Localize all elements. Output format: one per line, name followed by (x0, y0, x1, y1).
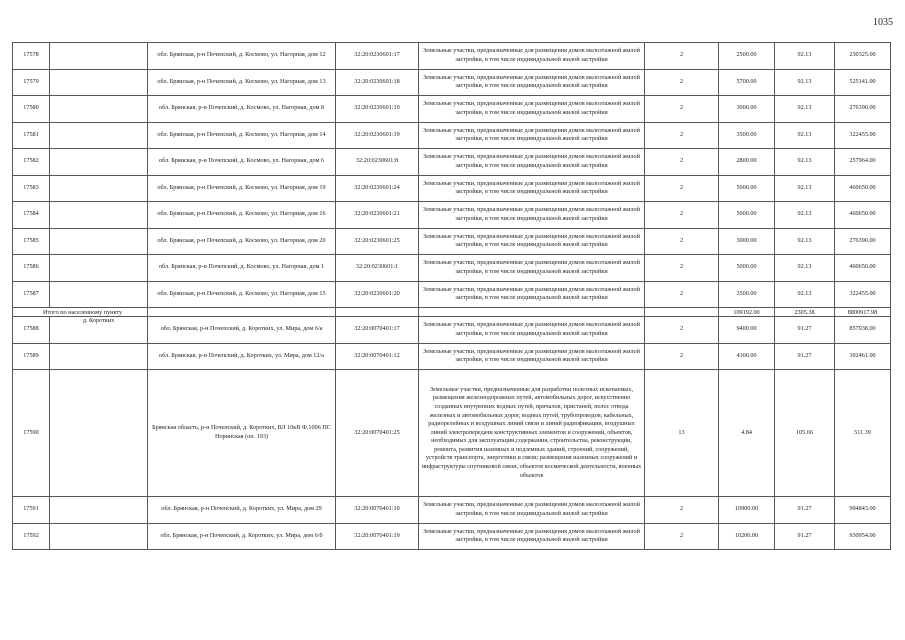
area-cell: 10200.00 (719, 523, 775, 550)
cadastral-number: 32:20:0230601:8 (336, 149, 419, 176)
address-cell: обл. Брянская, р-н Почепский, д. Коротких, ул. Мира, дом 6/а (148, 317, 336, 344)
cadastral-value: 460650.00 (835, 202, 891, 229)
address-cell: обл. Брянская, р-н Почепский, д. Космово, ул. Нагорная, дом 14 (148, 122, 336, 149)
settlement-name (50, 122, 148, 149)
settlement-name: д. Коротких (50, 317, 148, 344)
price-per-unit: 92.13 (775, 43, 835, 70)
empty-cell (336, 308, 419, 317)
price-per-unit: 92.13 (775, 228, 835, 255)
area-cell: 5000.00 (719, 255, 775, 282)
land-purpose: Земельные участки, предназначенные для размещения домов малоэтажной жилой застройки, в том числе индивидуальной жилой застройки (419, 523, 645, 550)
row-number: 17587 (13, 281, 50, 308)
table-row (13, 122, 891, 149)
table-row (13, 523, 891, 550)
empty-cell (645, 308, 719, 317)
group-number: 2 (645, 281, 719, 308)
row-number: 17588 (13, 317, 50, 344)
address-cell: обл. Брянская, р-н Почепский, д. Коротких, ул. Мира, дом 12/а (148, 343, 336, 370)
settlement-name (50, 523, 148, 550)
address-cell: обл. Брянская, р-н Почепский, д. Коротких, ул. Мира, дом 29 (148, 497, 336, 524)
total-area: 109192.00 (719, 308, 775, 317)
settlement-name (50, 228, 148, 255)
area-cell: 3500.00 (719, 122, 775, 149)
land-purpose: Земельные участки, предназначенные для размещения домов малоэтажной жилой застройки, в том числе индивидуальной жилой застройки (419, 228, 645, 255)
price-per-unit: 92.13 (775, 149, 835, 176)
page-number: 1035 (873, 17, 893, 28)
land-purpose: Земельные участки, предназначенные для размещения домов малоэтажной жилой застройки, в том числе индивидуальной жилой застройки (419, 43, 645, 70)
cadastral-value: 230325.00 (835, 43, 891, 70)
settlement-name (50, 343, 148, 370)
land-purpose: Земельные участки, предназначенные для размещения домов малоэтажной жилой застройки, в том числе индивидуальной жилой застройки (419, 255, 645, 282)
table-row (13, 343, 891, 370)
row-number: 17582 (13, 149, 50, 176)
cadastral-number: 32:20:0230601:20 (336, 281, 419, 308)
table-row (13, 228, 891, 255)
group-number: 2 (645, 317, 719, 344)
area-cell: 5700.00 (719, 69, 775, 96)
cadastral-number: 32:20:0230601:21 (336, 202, 419, 229)
row-number: 17585 (13, 228, 50, 255)
price-per-unit: 92.13 (775, 281, 835, 308)
price-per-unit: 91.27 (775, 497, 835, 524)
group-number: 2 (645, 343, 719, 370)
area-cell: 2800.00 (719, 149, 775, 176)
land-purpose: Земельные участки, предназначенные для размещения домов малоэтажной жилой застройки, в том числе индивидуальной жилой застройки (419, 343, 645, 370)
area-cell: 4300.00 (719, 343, 775, 370)
group-number: 13 (645, 370, 719, 497)
area-cell: 9400.00 (719, 317, 775, 344)
price-per-unit: 92.13 (775, 202, 835, 229)
row-number: 17584 (13, 202, 50, 229)
address-cell: обл. Брянская, р-н Почепский, д. Космово, ул. Нагорная, дом 8 (148, 96, 336, 123)
group-number: 2 (645, 202, 719, 229)
group-number: 2 (645, 523, 719, 550)
cadastral-value: 460650.00 (835, 175, 891, 202)
table-row (13, 255, 891, 282)
address-cell: Брянская область, р-н Почепский, д. Коротких, ВЛ 10кВ Ф.1006 ПС Норинская (оп. 193) (148, 370, 336, 497)
settlement-name (50, 43, 148, 70)
area-cell: 2500.00 (719, 43, 775, 70)
cadastral-number: 32:20:0070401:25 (336, 370, 419, 497)
group-number: 2 (645, 43, 719, 70)
group-number: 2 (645, 228, 719, 255)
table-row (13, 149, 891, 176)
cadastral-value: 276390.00 (835, 96, 891, 123)
cadastral-number: 32:20:0230601:10 (336, 96, 419, 123)
settlement-name (50, 96, 148, 123)
address-cell: обл. Брянская, р-н Почепский, д. Космово, ул. Нагорная, дом 16 (148, 202, 336, 229)
table-body (13, 43, 891, 550)
land-purpose: Земельные участки, предназначенные для разработки полезных ископаемых, размещения железнодорожных путей, автомобильных дорог, искусственно созданных внутренних водных путей, причалов, пристаней, полос отвода железных и автомобильных дорог, водных путей, трубопроводов, кабельных, радиорелейных и воздушных линий связи и линий радиофикации, воздушных линий электропередачи конструктивных элементов и сооружений, объектов, необходимых для эксплуатации,содержания, строительства, реконструкции, ремонта, развития наземных и подземных зданий, строений, сооружений, устройств транспорта, энергетики и связи; размещения наземных сооружений и инфраструктуры спутниковой связи, объектов космической деятельности, военных объектов (419, 370, 645, 497)
land-purpose: Земельные участки, предназначенные для размещения домов малоэтажной жилой застройки, в том числе индивидуальной жилой застройки (419, 317, 645, 344)
table-row (13, 317, 891, 344)
settlement-name (50, 497, 148, 524)
group-number: 2 (645, 497, 719, 524)
cadastral-value: 994843.00 (835, 497, 891, 524)
land-purpose: Земельные участки, предназначенные для размещения домов малоэтажной жилой застройки, в том числе индивидуальной жилой застройки (419, 122, 645, 149)
group-number: 2 (645, 255, 719, 282)
row-number: 17583 (13, 175, 50, 202)
area-cell: 10900.00 (719, 497, 775, 524)
cadastral-number: 32:20:0230601:19 (336, 122, 419, 149)
table-row (13, 43, 891, 70)
area-cell: 3500.00 (719, 281, 775, 308)
table-row (13, 69, 891, 96)
settlement-name (50, 281, 148, 308)
cadastral-value: 511.39 (835, 370, 891, 497)
price-per-unit: 92.13 (775, 96, 835, 123)
row-number: 17592 (13, 523, 50, 550)
cadastral-number: 32:20:0230601:17 (336, 43, 419, 70)
cadastral-number: 32:20:0230601:24 (336, 175, 419, 202)
cadastral-number: 32:20:0230601:1 (336, 255, 419, 282)
cadastral-value: 257964.00 (835, 149, 891, 176)
table-row (13, 370, 891, 497)
cadastral-number: 32:20:0230601:18 (336, 69, 419, 96)
price-per-unit: 91.27 (775, 317, 835, 344)
settlement-name (50, 202, 148, 229)
area-cell: 4.84 (719, 370, 775, 497)
land-purpose: Земельные участки, предназначенные для размещения домов малоэтажной жилой застройки, в том числе индивидуальной жилой застройки (419, 149, 645, 176)
cadastral-value: 857938.00 (835, 317, 891, 344)
land-purpose: Земельные участки, предназначенные для размещения домов малоэтажной жилой застройки, в том числе индивидуальной жилой застройки (419, 96, 645, 123)
price-per-unit: 91.27 (775, 523, 835, 550)
cadastral-value: 276390.00 (835, 228, 891, 255)
table-row (13, 497, 891, 524)
address-cell: обл. Брянская, р-н Почепский, д. Коротких, ул. Мира, дом 6/б (148, 523, 336, 550)
total-value: 8800917.98 (835, 308, 891, 317)
land-purpose: Земельные участки, предназначенные для размещения домов малоэтажной жилой застройки, в том числе индивидуальной жилой застройки (419, 497, 645, 524)
row-number: 17591 (13, 497, 50, 524)
table-row (13, 175, 891, 202)
settlement-name (50, 255, 148, 282)
land-purpose: Земельные участки, предназначенные для размещения домов малоэтажной жилой застройки, в том числе индивидуальной жилой застройки (419, 202, 645, 229)
cadastral-value: 392461.00 (835, 343, 891, 370)
settlement-name (50, 175, 148, 202)
group-number: 2 (645, 175, 719, 202)
settlement-name (50, 149, 148, 176)
price-per-unit: 92.13 (775, 69, 835, 96)
row-number: 17586 (13, 255, 50, 282)
empty-cell (419, 308, 645, 317)
cadastral-number: 32:20:0230601:25 (336, 228, 419, 255)
address-cell: обл. Брянская, р-н Почепский, д. Космово, ул. Нагорная, дом 19 (148, 175, 336, 202)
land-purpose: Земельные участки, предназначенные для размещения домов малоэтажной жилой застройки, в том числе индивидуальной жилой застройки (419, 69, 645, 96)
table-row (13, 96, 891, 123)
table-row (13, 281, 891, 308)
land-purpose: Земельные участки, предназначенные для размещения домов малоэтажной жилой застройки, в том числе индивидуальной жилой застройки (419, 281, 645, 308)
row-number: 17578 (13, 43, 50, 70)
address-cell: обл. Брянская, р-н Почепский, д. Космово, ул. Нагорная, дом 12 (148, 43, 336, 70)
price-per-unit: 91.27 (775, 343, 835, 370)
row-number: 17580 (13, 96, 50, 123)
group-number: 2 (645, 69, 719, 96)
cadastral-value: 525141.00 (835, 69, 891, 96)
cadastral-value: 930954.00 (835, 523, 891, 550)
table-row (13, 202, 891, 229)
address-cell: обл. Брянская, р-н Почепский, д. Космово, ул. Нагорная, дом 15 (148, 281, 336, 308)
area-cell: 5000.00 (719, 175, 775, 202)
area-cell: 3000.00 (719, 228, 775, 255)
land-purpose: Земельные участки, предназначенные для размещения домов малоэтажной жилой застройки, в том числе индивидуальной жилой застройки (419, 175, 645, 202)
price-per-unit: 92.13 (775, 175, 835, 202)
price-per-unit: 92.13 (775, 255, 835, 282)
row-number: 17581 (13, 122, 50, 149)
cadastral-number: 32:20:0070401:17 (336, 317, 419, 344)
group-number: 2 (645, 96, 719, 123)
empty-cell (148, 308, 336, 317)
price-per-unit: 105.66 (775, 370, 835, 497)
price-per-unit: 92.13 (775, 122, 835, 149)
address-cell: обл. Брянская, р-н Почепский, д. Космово, ул. Нагорная, дом 13 (148, 69, 336, 96)
area-cell: 3000.00 (719, 96, 775, 123)
total-row (13, 308, 891, 317)
address-cell: обл. Брянская, р-н Почепский, д. Космово, ул. Нагорная, дом 1 (148, 255, 336, 282)
address-cell: обл. Брянская, р-н Почепский, д. Космово, ул. Нагорная, дом 20 (148, 228, 336, 255)
cadastral-number: 32:20:0070401:10 (336, 497, 419, 524)
row-number: 17589 (13, 343, 50, 370)
row-number: 17579 (13, 69, 50, 96)
cadastral-number: 32:20:0070401:12 (336, 343, 419, 370)
area-cell: 5000.00 (719, 202, 775, 229)
settlement-name (50, 69, 148, 96)
settlement-name (50, 370, 148, 497)
address-cell: обл. Брянская, р-н Почепский, д. Космово, ул. Нагорная, дом 6 (148, 149, 336, 176)
cadastral-number: 32:20:0070401:19 (336, 523, 419, 550)
group-number: 2 (645, 122, 719, 149)
total-label: Итого по населенному пункту (13, 308, 148, 317)
cadastral-value: 322455.00 (835, 281, 891, 308)
total-price: 2305.38 (775, 308, 835, 317)
cadastral-value: 460650.00 (835, 255, 891, 282)
cadastral-value: 322455.00 (835, 122, 891, 149)
cadastral-value-table (12, 42, 891, 550)
row-number: 17590 (13, 370, 50, 497)
group-number: 2 (645, 149, 719, 176)
